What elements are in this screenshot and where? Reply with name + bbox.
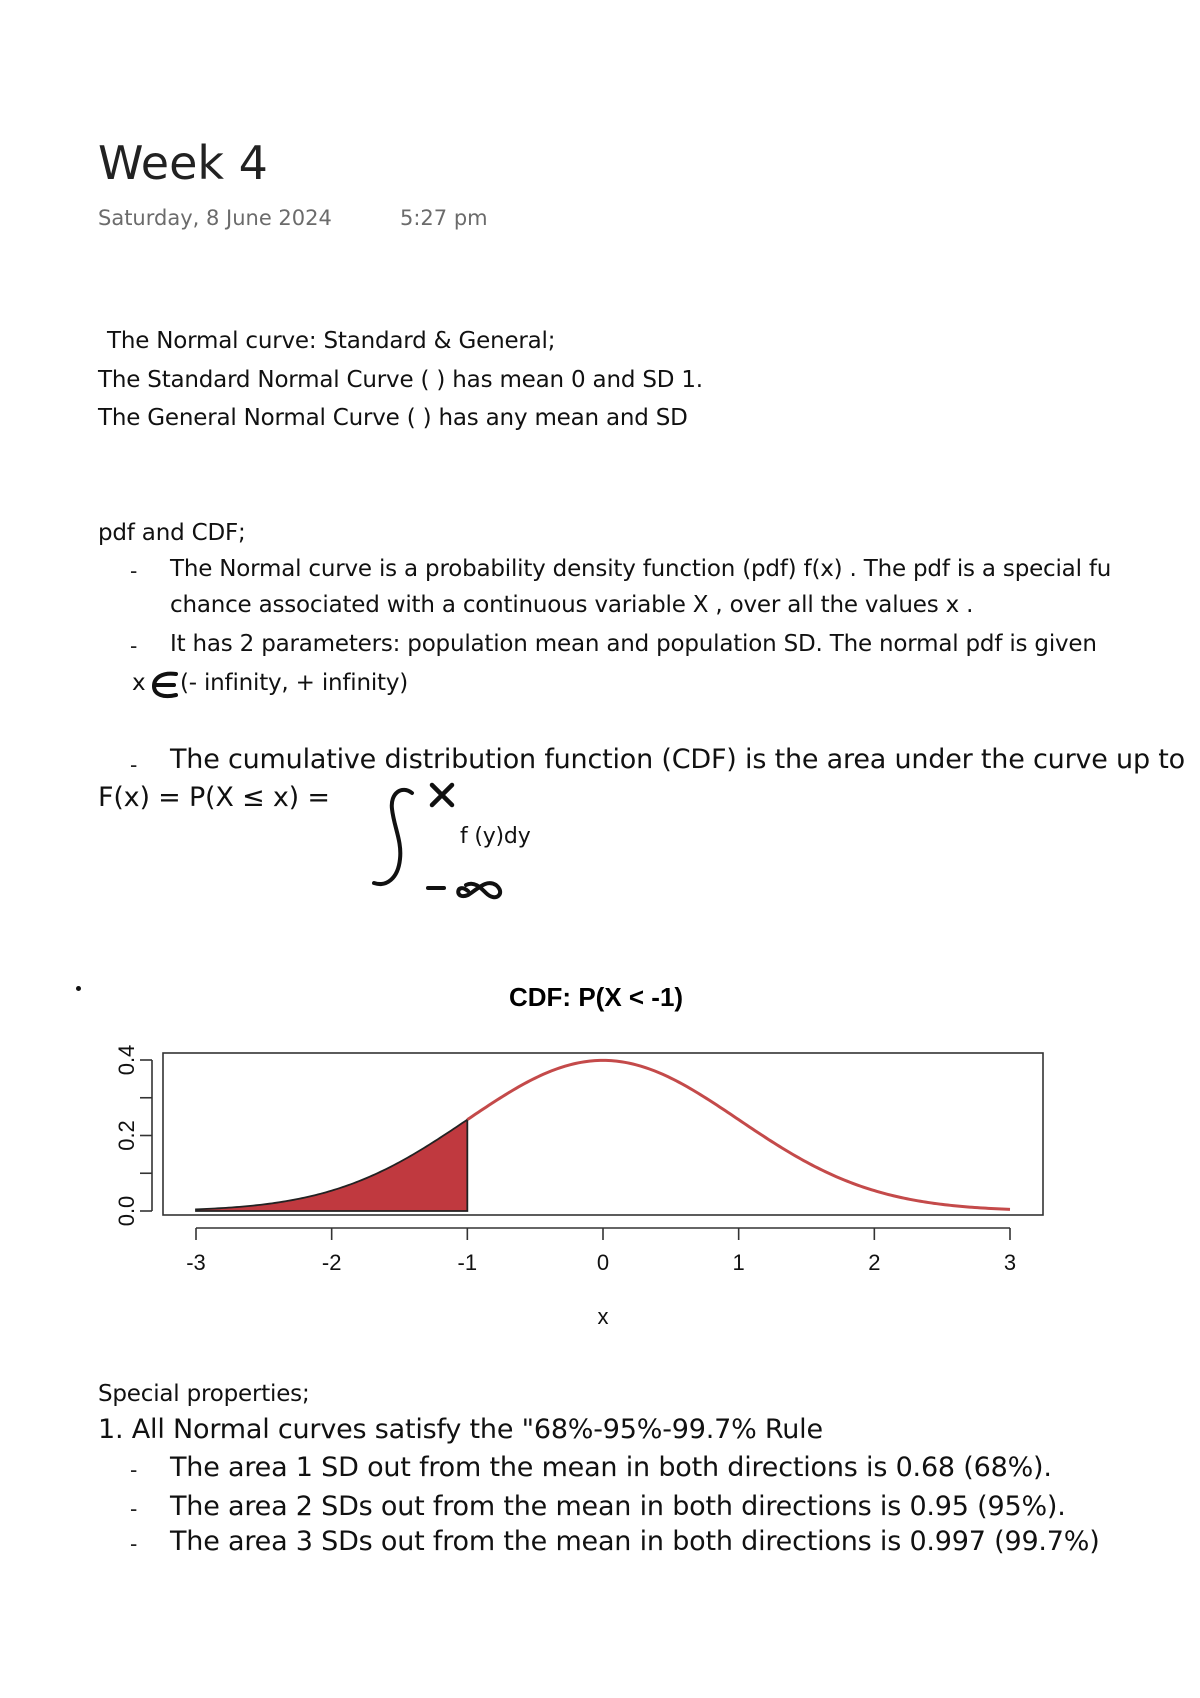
chart-title: CDF: P(X < -1) [509, 982, 684, 1012]
bullet-dash: - [130, 633, 138, 658]
bullet-dash: - [130, 558, 138, 583]
property-item-2: The area 2 SDs out from the mean in both directions is 0.95 (95%). [170, 1491, 1066, 1522]
y-tick-label: 0.0 [114, 1195, 139, 1227]
cdf-formula: F(x) = P(X ≤ x) = [98, 782, 330, 813]
x-tick-label: 3 [1003, 1250, 1017, 1275]
properties-rule: 1. All Normal curves satisfy the "68%-95%-99.7% Rule [98, 1414, 823, 1445]
bullet-dash: - [130, 1457, 138, 1482]
y-tick-label: 0.4 [114, 1044, 139, 1076]
shaded-area [196, 1120, 467, 1211]
integrand: f (y)dy [460, 824, 531, 849]
x-tick-label: 0 [596, 1250, 610, 1275]
pdf-bullet-1-line-2: chance associated with a continuous variable X , over all the values x . [170, 592, 974, 618]
property-item-1: The area 1 SD out from the mean in both directions is 0.68 (68%). [170, 1452, 1052, 1483]
x-tick-label: -1 [457, 1250, 478, 1275]
bullet-dash: - [130, 1531, 138, 1556]
bullet-dash: - [130, 752, 138, 777]
x-tick-label: 2 [868, 1250, 881, 1275]
pdf-bullet-1-line-1: The Normal curve is a probability density function (pdf) f(x) . The pdf is a special fu [170, 556, 1112, 582]
bullet-dash: - [130, 1496, 138, 1521]
domain-text: (- infinity, + infinity) [180, 670, 409, 696]
x-tick-label: 1 [732, 1250, 745, 1275]
properties-heading: Special properties; [98, 1381, 310, 1407]
series-line [467, 1060, 1010, 1209]
pdf-bullet-2-line-1: It has 2 parameters: population mean and population SD. The normal pdf is given [170, 631, 1097, 657]
x-axis-label: x [597, 1304, 609, 1329]
property-item-3: The area 3 SDs out from the mean in both directions is 0.997 (99.7%) [170, 1526, 1100, 1557]
page-time: 5:27 pm [400, 206, 488, 230]
page-title: Week 4 [98, 136, 268, 190]
intro-line-1: The Standard Normal Curve ( ) has mean 0 and SD 1. [98, 367, 703, 393]
x-tick-label: -3 [186, 1250, 206, 1275]
pdf-heading: pdf and CDF; [98, 520, 246, 546]
domain-prefix: x [132, 670, 146, 696]
cdf-bullet: The cumulative distribution function (CDF) is the area under the curve up to [170, 744, 1185, 775]
intro-line-2: The General Normal Curve ( ) has any mean and SD [98, 405, 688, 431]
intro-heading: The Normal curve: Standard & General; [107, 328, 556, 354]
y-tick-label: 0.2 [114, 1120, 139, 1151]
x-tick-label: -2 [321, 1250, 342, 1275]
plot-frame [163, 1053, 1043, 1215]
page-date: Saturday, 8 June 2024 [98, 206, 332, 230]
